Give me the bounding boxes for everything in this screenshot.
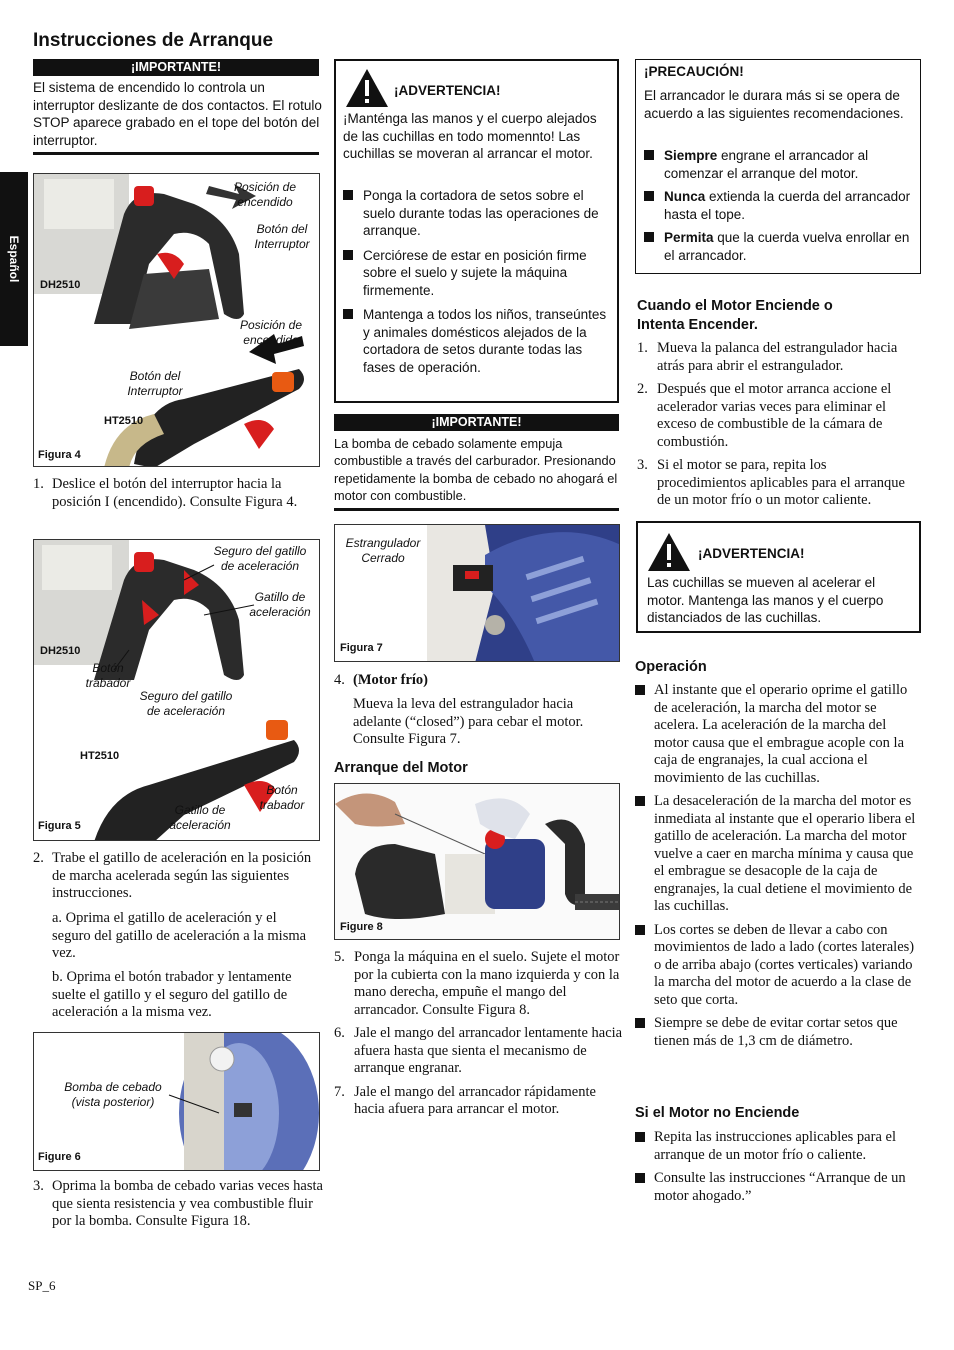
fig7-callout-choke: Estrangulador Cerrado — [345, 536, 421, 565]
caution-box — [635, 59, 921, 274]
divider — [334, 508, 619, 511]
start-steps — [334, 949, 624, 1119]
fig5-label: Figura 5 — [38, 820, 81, 832]
start-step-text: Ponga la máquina en el suelo. Sujete el motor por la cubierta con la mano izquierda y con la mano derecha, empuñe el mango del arrancador. Consulte Figura 8. — [354, 949, 620, 1018]
fig4-callout-position-2: Posición de encendido — [239, 318, 303, 347]
caution-bullets — [644, 147, 918, 264]
fig4-model-ht2510: HT2510 — [104, 415, 144, 427]
operation-bullets — [635, 682, 920, 1050]
step-1-text: Deslice el botón del interruptor hacia la posición I (encendido). Consulte Figura 4. — [52, 476, 298, 510]
figure-4 — [33, 173, 320, 467]
fig5-callout-lock-2: Seguro del gatillo de aceleración — [139, 689, 233, 718]
when-step-text: Si el motor se para, repita los procedimientos aplicables para el arranque de un motor frío o un motor caliente. — [657, 457, 905, 508]
fig4-label: Figura 4 — [38, 449, 81, 461]
start-step-text: Jale el mango del arrancador rápidamente hacia afuera para arrancar el motor. — [354, 1083, 596, 1117]
fig4-callout-switch-1: Botón del Interruptor — [254, 222, 310, 251]
step-2-text: Trabe el gatillo de aceleración en la posición de marcha acelerada según las siguientes instrucciones. — [52, 850, 312, 901]
caution-bullet — [644, 229, 918, 264]
caution-bullet-bold: Siempre — [664, 148, 718, 163]
caution-bullet-bold: Nunca — [664, 189, 706, 204]
start-step-number: 6. — [334, 1025, 345, 1041]
start-heading: Arranque del Motor — [334, 760, 468, 776]
fig5-model-ht2510: HT2510 — [80, 750, 120, 762]
step-4 — [334, 672, 624, 690]
figure-6 — [33, 1032, 320, 1171]
starting-illustration — [335, 784, 620, 940]
caution-bullet — [644, 188, 918, 223]
important-bar-2: ¡IMPORTANTE! — [334, 414, 619, 431]
step-2b: b. Oprima el botón trabador y lentamente suelte el gatillo y el seguro del gatillo de aceleración a la misma vez. — [52, 969, 292, 1020]
step-1 — [33, 476, 323, 511]
caution-bullet-bold: Permita — [664, 230, 714, 245]
step-4-number: 4. — [334, 672, 345, 688]
when-step-text: Mueva la palanca del estrangulador hacia atrás para abrir el estrangulador. — [657, 340, 898, 374]
warning-box-2 — [636, 521, 921, 633]
start-step-number: 7. — [334, 1083, 345, 1100]
step-1-number: 1. — [33, 476, 44, 492]
figure-7 — [334, 524, 620, 662]
fig4-callout-switch-2: Botón del Interruptor — [127, 369, 183, 398]
warning-1-bullets — [343, 187, 615, 376]
start-step — [334, 949, 624, 1019]
fig5-callout-trigger-2: Gatillo de aceleración — [169, 803, 231, 832]
warning-1-bullet-text: Cerciórese de estar en posición firme sobre el suelo y sujete la máquina firmemente. — [363, 247, 587, 298]
step-4-text: Mueva la leva del estrangulador hacia adelante (“closed”) para cebar el motor. Consulte Figura 7. — [353, 696, 584, 747]
nostart-bullet — [635, 1129, 920, 1164]
fig6-callout-primer: Bomba de cebado (vista posterior) — [64, 1080, 162, 1109]
language-tab-label: Español — [7, 235, 21, 283]
start-step — [334, 1084, 624, 1119]
fig5-callout-trigger-1: Gatillo de aceleración — [249, 590, 311, 619]
step-2 — [33, 850, 323, 903]
caution-bullet — [644, 147, 918, 182]
page-title: Instrucciones de Arranque — [33, 30, 274, 51]
important-bar-1: ¡IMPORTANTE! — [33, 59, 319, 76]
caution-label: ¡PRECAUCIÓN! — [644, 64, 744, 79]
caution-bullet-text: extienda la cuerda del arrancador hasta el tope. — [664, 189, 911, 222]
start-step-text: Jale el mango del arrancador lentamente hacia afuera hasta que sienta el mecanismo de arranque engranar. — [354, 1025, 623, 1076]
operation-bullet-text: La desaceleración de la marcha del motor es inmediata al instante que el operario libera el gatillo de aceleración. La marcha del motor vuelve a caer en marcha mínima y causa que el embrague se desacople de la caja de engranajes, la cual detiene el movimiento de las cuchillas. — [654, 793, 916, 914]
operation-bullet — [635, 793, 920, 916]
start-step — [334, 1025, 624, 1078]
warning-1-label: ¡ADVERTENCIA! — [394, 83, 501, 98]
nostart-heading: Si el Motor no Enciende — [635, 1105, 800, 1121]
when-step-text: Después que el motor arranca accione el acelerador varias veces para eliminar el exceso de combustible de la cámara de combustión. — [657, 381, 892, 450]
operation-bullet-text: Siempre se debe de evitar cortar setos que tienen más de 1,3 cm de diámetro. — [654, 1015, 898, 1049]
warning-1-bullet — [343, 247, 615, 300]
important-text-2: La bomba de cebado solamente empuja combustible a través del carburador. Presionando repetidamente la bomba de cebado no ahogará el motor con combustible. — [334, 436, 618, 503]
when-steps — [637, 340, 917, 510]
when-step-number: 2. — [637, 381, 648, 397]
warning-1-bullet — [343, 187, 615, 240]
step-3-number: 3. — [33, 1178, 44, 1194]
fig4-callout-position-1: Posición de encendido — [233, 180, 297, 209]
divider — [33, 152, 319, 155]
operation-bullet — [635, 682, 920, 787]
when-step — [637, 340, 917, 375]
fig4-model-dh2510: DH2510 — [40, 279, 81, 291]
warning-box-1 — [334, 59, 619, 403]
warning-1-text: ¡Manténga las manos y el cuerpo alejados de las cuchillas en todo momennto! Las cuchillas se moveran al arrancar el motor. — [343, 111, 597, 161]
operation-bullet-text: Los cortes se deben de llevar a cabo con movimientos de lado a lado (cortes laterales) o de arriba abajo (cortes verticales) variando la marcha del motor de acuerdo a la clase de seto que corta. — [654, 921, 915, 1008]
fig5-model-dh2510: DH2510 — [40, 645, 81, 657]
step-3 — [33, 1178, 323, 1231]
when-heading: Cuando el Motor Enciende o Intenta Encender. — [637, 298, 833, 333]
when-step-number: 3. — [637, 457, 648, 473]
nostart-bullets — [635, 1129, 920, 1205]
important-text-1: El sistema de encendido lo controla un interruptor deslizante de dos contactos. El rotulo STOP aparece grabado en el tope del botón del interruptor. — [33, 80, 322, 148]
fig6-label: Figure 6 — [38, 1151, 81, 1163]
step-2-number: 2. — [33, 850, 44, 866]
page-number: SP_6 — [28, 1278, 56, 1293]
language-tab — [0, 172, 28, 346]
figure-8 — [334, 783, 620, 940]
fig5-callout-lock-1: Seguro del gatillo de aceleración — [213, 544, 307, 573]
operation-bullet — [635, 1015, 920, 1050]
warning-triangle-icon — [646, 531, 692, 573]
step-3-text: Oprima la bomba de cebado varias veces hasta que sienta resistencia y vea combustible fluir por la bomba. Consulte Figura 18. — [52, 1178, 323, 1229]
warning-2-label: ¡ADVERTENCIA! — [698, 546, 805, 561]
fig5-callout-lockbutton-2: Botón trabador — [259, 783, 305, 812]
caution-bullet-text: que la cuerda vuelva enrollar en el arrancador. — [664, 230, 910, 263]
fig5-callout-lockbutton-1: Botón trabador — [85, 661, 131, 690]
when-step — [637, 457, 917, 510]
when-step-number: 1. — [637, 340, 648, 356]
warning-triangle-icon — [344, 67, 390, 109]
nostart-bullet-text: Consulte las instrucciones “Arranque de un motor ahogado.” — [654, 1170, 906, 1204]
figure-5 — [33, 539, 320, 841]
fig8-label: Figure 8 — [340, 921, 383, 933]
operation-bullet-text: Al instante que el operario oprime el gatillo de aceleración, la marcha del motor se acelera. La aceleración de la marcha del motor causa que el embrague acople con la caja de engranajes, la cual acciona el movimiento de las cuchillas. — [654, 682, 908, 786]
step-4-heading: (Motor frío) — [353, 672, 429, 688]
fig7-label: Figura 7 — [340, 642, 383, 654]
step-2a: a. Oprima el gatillo de aceleración y el seguro del gatillo de aceleración a la misma vez. — [52, 910, 307, 961]
when-step — [637, 381, 917, 451]
warning-1-bullet — [343, 306, 615, 376]
start-step-number: 5. — [334, 949, 345, 965]
nostart-bullet-text: Repita las instrucciones aplicables para el arranque de un motor frío o caliente. — [654, 1129, 896, 1163]
caution-text: El arrancador le durara más si se opera de acuerdo a las siguientes recomendaciones. — [644, 88, 904, 121]
warning-1-bullet-text: Mantenga a todos los niños, transeúntes y animales domésticos alejados de la cortadora de setos durante todas las fases de operación. — [363, 307, 607, 375]
operation-bullet — [635, 922, 920, 1010]
warning-1-bullet-text: Ponga la cortadora de setos sobre el suelo durante todas las operaciones de arranque. — [363, 188, 599, 238]
nostart-bullet — [635, 1170, 920, 1205]
caution-bullet-text: engrane el arrancador al comenzar el arranque del motor. — [664, 148, 869, 181]
operation-heading: Operación — [635, 659, 707, 675]
warning-2-text: Las cuchillas se mueven al acelerar el motor. Mantenga las manos y el cuerpo distanciados de las cuchillas. — [647, 575, 884, 625]
